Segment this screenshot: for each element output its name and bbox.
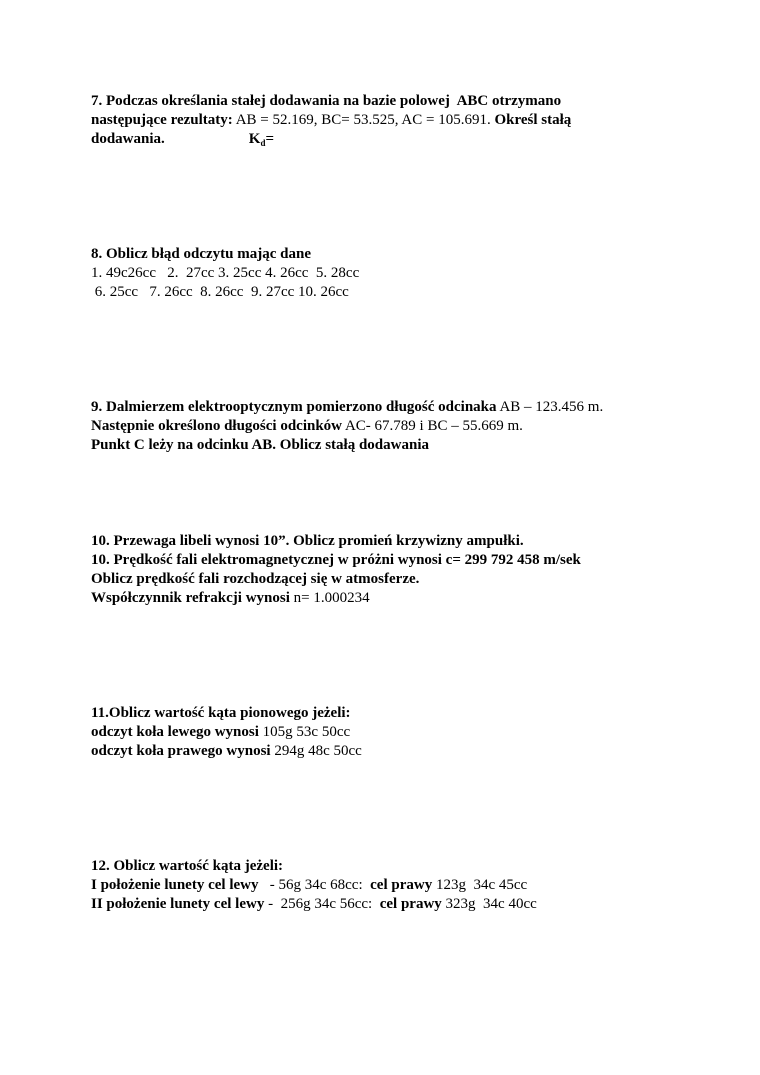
q12-line-3: II położenie lunety cel lewy - 256g 34c 56cc: cel prawy 323g 34c 40cc [91, 896, 537, 912]
question-10 [91, 532, 731, 608]
q10-line-3: Oblicz prędkość fali rozchodzącej się w atmosferze. [91, 571, 420, 587]
question-12 [91, 857, 731, 914]
q10-line-4: Współczynnik refrakcji wynosi n= 1.000234 [91, 590, 370, 606]
question-11 [91, 704, 731, 761]
q8-row-2: 6. 25cc 7. 26cc 8. 26cc 9. 27cc 10. 26cc [91, 284, 349, 300]
q11-line-3: odczyt koła prawego wynosi 294g 48c 50cc [91, 743, 362, 759]
q11-title: 11.Oblicz wartość kąta pionowego jeżeli: [91, 705, 351, 721]
q12-title: 12. Oblicz wartość kąta jeżeli: [91, 858, 284, 874]
q8-title: 8. Oblicz błąd odczytu mając dane [91, 246, 311, 262]
q7-line-3: dodawania. $K_d=$ [91, 131, 275, 148]
question-9 [91, 398, 731, 455]
q11-line-2: odczyt koła lewego wynosi 105g 53c 50cc [91, 724, 351, 740]
q9-line-1: 9. Dalmierzem elektrooptycznym pomierzono długość odcinaka AB – 123.456 m. [91, 399, 604, 415]
q10-line-2: 10. Prędkość fali elektromagnetycznej w próżni wynosi c= 299 792 458 m/sek [91, 552, 581, 568]
q10-line-1: 10. Przewaga libeli wynosi 10”. Oblicz promień krzywizny ampułki. [91, 533, 524, 549]
question-8 [91, 245, 731, 302]
q9-line-3: Punkt C leży na odcinku AB. Oblicz stałą dodawania [91, 437, 429, 453]
q9-line-2: Następnie określono długości odcinków AC- 67.789 i BC – 55.669 m. [91, 418, 523, 434]
q7-line-1: 7. Podczas określania stałej dodawania na bazie polowej ABC otrzymano [91, 93, 562, 109]
q12-line-2: I położenie lunety cel lewy - 56g 34c 68cc: cel prawy 123g 34c 45cc [91, 877, 528, 893]
q7-line-2: następujące rezultaty: AB = 52.169, BC= 53.525, AC = 105.691. Określ stałą [91, 112, 572, 128]
kd-symbol: $K_d=$ [248, 131, 275, 148]
question-7 [91, 92, 731, 153]
q8-row-1: 1. 49c26cc 2. 27cc 3. 25cc 4. 26cc 5. 28cc [91, 265, 360, 281]
